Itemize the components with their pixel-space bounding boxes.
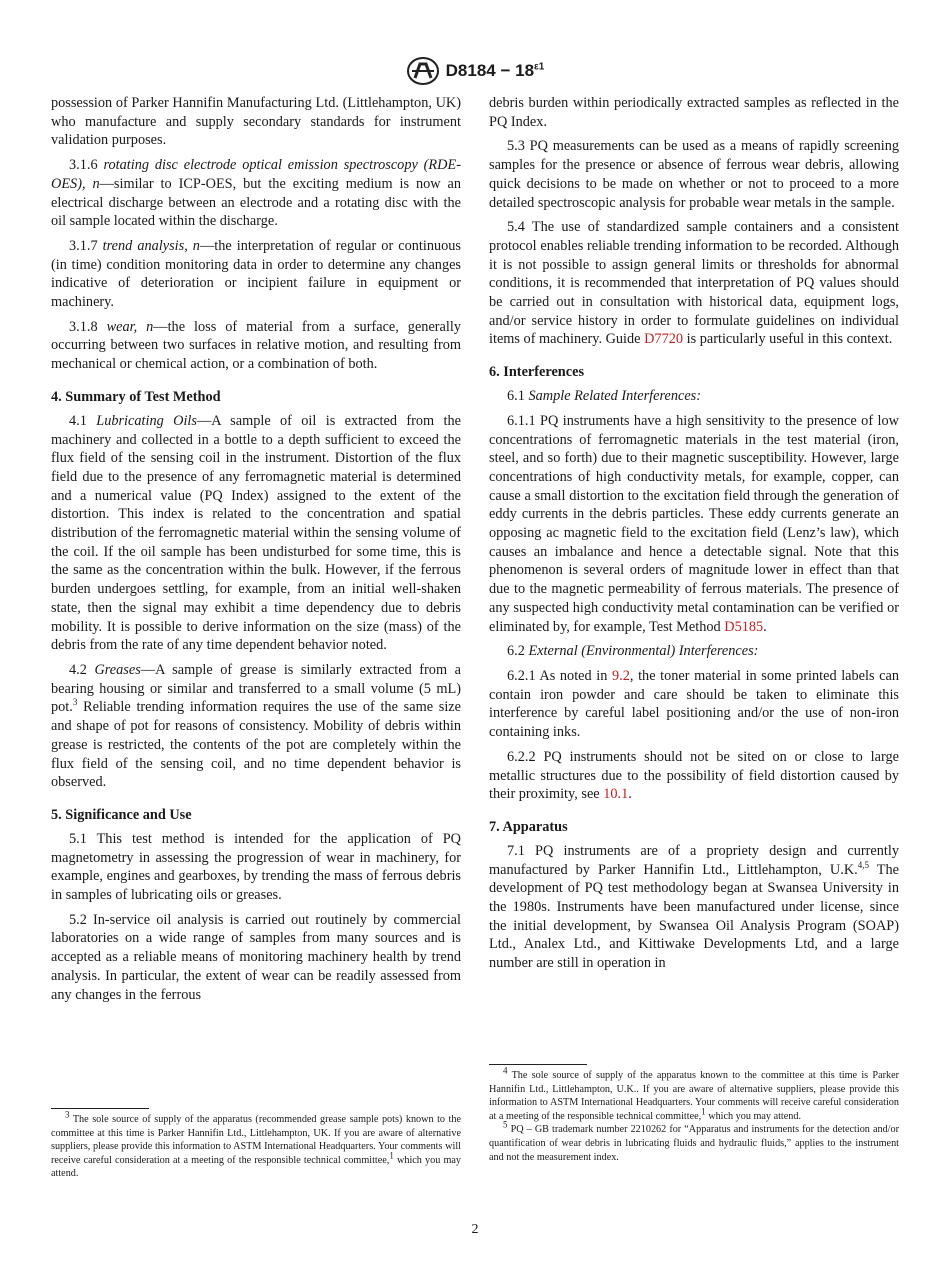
paragraph-6-1: 6.1 Sample Related Interferences: <box>507 388 702 405</box>
paragraph-7-1: 7.1 PQ instruments are of a propriety design and currently manufactured by Parker Hannifin Ltd., Littlehampton, U.K.$^{4,5}$ The development of PQ test methodology began at Swansea University in the 1980s. Instruments have been manufactured under license, since the initial development, by Swansea Oil Analysis Program (SOAP) Ltd., Analex Ltd., and Kittiwake Developments Ltd, and a large number are still in operation in <box>489 842 900 972</box>
right-column <box>489 94 899 979</box>
footnote-ref-4-5[interactable]: 4,5 <box>857 859 869 870</box>
paragraph-5-3: 5.3 PQ measurements can be used as a means of rapidly screening samples for the presence or absence of ferrous wear debris, allowing quick decisions to be made on whether or not to proceed to a more detailed spectroscopic analysis for probable wear metals in the sample. <box>489 138 899 211</box>
paragraph-6-2: 6.2 External (Environmental) Interferences: <box>507 643 759 660</box>
footnote-4: $^4$ The sole source of supply of the apparatus known to the committee at this time is Parker Hannifin Ltd., Littlehampton, U.K.. If you are aware of alternative suppliers, please provide this information to ASTM International Headquarters. Your comments will receive careful consideration at a meeting of the responsible technical committee,$^1$ which you may attend. <box>489 1065 899 1122</box>
footnotes-right <box>489 1064 899 1164</box>
page-number: 2 <box>471 1222 479 1237</box>
astm-logo-icon <box>406 56 440 86</box>
section-6-heading: 6. Interferences <box>489 364 585 381</box>
footnotes-left <box>51 1108 461 1181</box>
footnote-3: $^3$ The sole source of supply of the apparatus (recommended grease sample pots) known to the committee at this time is Parker Hannifin Ltd., Littlehampton, UK. If you are aware of alternative suppliers, please provide this information to ASTM International Headquarters. Your comments will receive careful consideration at a meeting of the responsible technical committee,$^1$ which you may attend. <box>51 1109 461 1180</box>
definition-3-1-6: 3.1.6 rotating disc electrode optical emission spectroscopy (RDE-OES), n—similar to ICP-OES, but the exciting medium is now an electrical discharge between an electrode and a rotating disc with the oil sample located within the discharge. <box>51 157 461 230</box>
paragraph-6-2-2: 6.2.2 PQ instruments should not be sited on or close to large metallic structures due to the possibility of field distortion caused by their proximity, see 10.1. <box>489 748 899 803</box>
section-5-heading: 5. Significance and Use <box>51 806 192 823</box>
footnote-5: $^5$ PQ – GB trademark number 2210262 for “Apparatus and instruments for the detection and/or quantification of wear debris in lubricating fluids and hydraulic fluids,” applies to the instrument and not the measurement index. <box>489 1119 899 1163</box>
left-column <box>51 94 461 1010</box>
paragraph-5-4: 5.4 The use of standardized sample containers and a consistent protocol enables reliable trending information to be recorded. Although it is not possible to assign general limits or thresholds for abnormal conditions, it is recommended that interpretation of PQ values should be carried out in consultation with historical data, equipment logs, and/or service history in order to formulate guidelines on individual items of machinery. Guide D7720 is particularly useful in this context. <box>489 219 899 348</box>
section-7-heading: 7. Apparatus <box>489 818 568 835</box>
link-section-10-1[interactable]: 10.1 <box>603 786 629 803</box>
footnote-ref-3[interactable]: 3 <box>72 697 78 708</box>
paragraph-continued: debris burden within periodically extracted samples as reflected in the PQ Index. <box>489 95 899 130</box>
paragraph-4-1: 4.1 Lubricating Oils—A sample of oil is extracted from the machinery and collected in a bottle to a depth sufficient to exceed the flux field of the sensing coil in the instrument. Distortion of the flux field due to the presence of any ferromagnetic material is determined and a numerical value (PQ Index) assigned to the extent of the distortion. This index is related to the concentration and spatial distribution of the ferromagnetic material within the sensing volume of the coil. If the oil sample has been undisturbed for some time, this is the same as the concentration within the bulk. However, if the ferrous burden undergoes settling, for example, from an initial well-shaken state, then the signal may exhibit a time dependency due to debris mobility. It is possible to derive information on the size (mass) of the debris from the rate of any time dependent behavior noted. <box>51 412 462 654</box>
page-header <box>0 56 950 86</box>
section-4-heading: 4. Summary of Test Method <box>51 388 221 405</box>
paragraph-continued: possession of Parker Hannifin Manufacturing Ltd. (Littlehampton, UK) who manufacture and supply secondary standards for instrument validation purposes. <box>51 95 461 149</box>
definition-3-1-7: 3.1.7 trend analysis, n—the interpretation of regular or continuous (in time) condition monitoring data in order to determine any changes indicative of deterioration or incipient failure in equipment or machinery. <box>51 237 461 311</box>
standard-designation: $D8184 - 18^{\varepsilon 1}$ <box>445 61 545 80</box>
paragraph-5-1: 5.1 This test method is intended for the application of PQ magnetometry in assessing the progression of wear in machinery, for example, engines and gearboxes, by trending the mass of ferrous debris in samples of lubricating oils or greases. <box>51 830 461 904</box>
link-section-9-2[interactable]: 9.2 <box>612 667 630 684</box>
paragraph-5-2: 5.2 In-service oil analysis is carried out routinely by commercial laboratories on a wide range of samples from many sources and is accepted as a reliable means of monitoring machinery health by trend analysis. In particular, the extent of wear can be readily assessed from any changes in the ferrous <box>51 911 461 1003</box>
link-d5185[interactable]: D5185 <box>724 618 764 635</box>
paragraph-4-2: 4.2 Greases—A sample of grease is similarly extracted from a bearing housing or similar and transferred to a small volume (5 mL) pot.$^3$ Reliable trending information requires the use of the same size and shape of pot for reasons of consistency. Mobility of debris within grease is restricted, the contents of the pot are completely within the flux field of the sensing coil, and no time dependent behavior is observed. <box>51 661 461 791</box>
paragraph-6-1-1: 6.1.1 PQ instruments have a high sensitivity to the presence of low concentrations of ferromagnetic materials in the test material (iron, steel, and so forth) due to their magnetic susceptibility. However, large concentrations of high conductivity metals, for example, copper, can cause a small distortion to the excitation field through the generation of eddy currents in the debris particles. These eddy currents generate an opposing ac magnetic field to the excitation field (Lenz’s law), which causes an imbalance and hence a detectable signal. Note that this phenomenon is several orders of magnitude lower in effect than that due to the magnetic permeability of ferrous materials. The presence of any suspected high conductivity metal contamination can be verified or eliminated by, for example, Test Method D5185. <box>489 412 899 635</box>
definition-3-1-8: 3.1.8 wear, n—the loss of material from a surface, generally occurring between two surfaces in relative motion, and resulting from mechanical or chemical action, or a combination of both. <box>51 318 461 373</box>
paragraph-6-2-1: 6.2.1 As noted in 9.2, the toner material in some printed labels can contain iron powder and care should be taken to eliminate this interference by careful label positioning and/or the use of non-iron containing inks. <box>489 667 899 741</box>
link-d7720[interactable]: D7720 <box>644 331 684 348</box>
